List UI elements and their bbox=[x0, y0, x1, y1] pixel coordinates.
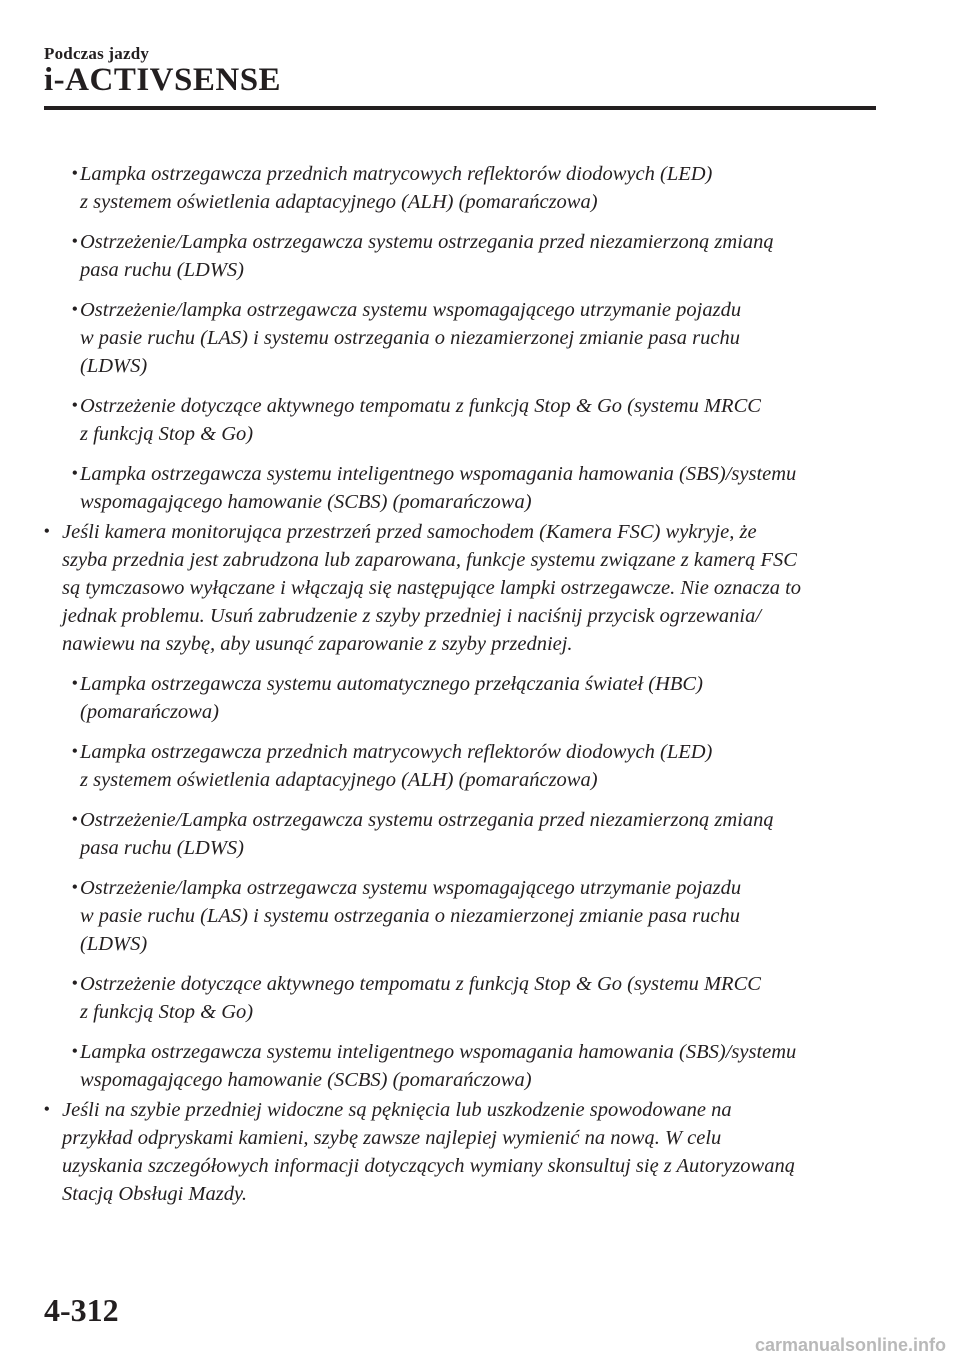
section-label: Podczas jazdy bbox=[44, 44, 150, 63]
list-item-text: Lampka ostrzegawcza systemu automatycznego przełączania świateł (HBC) (pomarańczowa) bbox=[80, 673, 703, 723]
bullet-icon: • bbox=[44, 523, 50, 540]
main-paragraph-windshield bbox=[44, 1096, 884, 1208]
bullet-icon: • bbox=[72, 975, 78, 992]
bullet-icon: • bbox=[72, 811, 78, 828]
bullet-icon: • bbox=[72, 743, 78, 760]
list-item-text: Ostrzeżenie dotyczące aktywnego tempomatu z funkcją Stop & Go (systemu MRCC z funkcją Stop & Go) bbox=[80, 395, 761, 445]
watermark: carmanualsonline.info bbox=[754, 1335, 946, 1355]
list-item-text: Lampka ostrzegawcza systemu inteligentnego wspomagania hamowania (SBS)/systemu wspomagającego hamowanie (SCBS) (pomarańczowa) bbox=[80, 1041, 797, 1091]
list-item bbox=[44, 970, 884, 1026]
list-item-text: Ostrzeżenie/Lampka ostrzegawcza systemu ostrzegania przed niezamierzoną zmianą pasa ruchu (LDWS) bbox=[80, 809, 774, 859]
list-item bbox=[44, 738, 884, 794]
paragraph-text: Jeśli na szybie przedniej widoczne są pęknięcia lub uszkodzenie spowodowane na przykład odpryskami kamieni, szybę zawsze najlepiej wymienić na nową. W celu uzyskania szczegółowych informacji dotyczących wymiany skonsultuj się z Autoryzowaną Stacją Obsługi Mazdy. bbox=[62, 1099, 795, 1205]
list-item bbox=[44, 160, 884, 216]
list-item bbox=[44, 1038, 884, 1094]
main-paragraph-camera bbox=[44, 518, 884, 658]
bullet-icon: • bbox=[72, 233, 78, 250]
list-item bbox=[44, 806, 884, 862]
bullet-icon: • bbox=[72, 165, 78, 182]
list-item-text: Lampka ostrzegawcza systemu inteligentnego wspomagania hamowania (SBS)/systemu wspomagającego hamowanie (SCBS) (pomarańczowa) bbox=[80, 463, 797, 513]
list-item bbox=[44, 296, 884, 380]
list-item bbox=[44, 392, 884, 448]
list-item-text: Ostrzeżenie/Lampka ostrzegawcza systemu ostrzegania przed niezamierzoną zmianą pasa ruchu (LDWS) bbox=[80, 231, 774, 281]
bullet-icon: • bbox=[72, 1043, 78, 1060]
list-item-text: Lampka ostrzegawcza przednich matrycowych reflektorów diodowych (LED) z systemem oświetlenia adaptacyjnego (ALH) (pomarańczowa) bbox=[80, 741, 713, 791]
list-item bbox=[44, 460, 884, 516]
bullet-icon: • bbox=[72, 397, 78, 414]
list-item-text: Ostrzeżenie/lampka ostrzegawcza systemu wspomagającego utrzymanie pojazdu w pasie ruchu (LAS) i systemu ostrzegania o niezamierzonej zmianie pasa ruchu (LDWS) bbox=[80, 299, 742, 377]
bullet-icon: • bbox=[72, 465, 78, 482]
page-number: 4-312 bbox=[44, 1292, 119, 1328]
bullet-icon: • bbox=[72, 675, 78, 692]
list-item-text: Ostrzeżenie/lampka ostrzegawcza systemu wspomagającego utrzymanie pojazdu w pasie ruchu (LAS) i systemu ostrzegania o niezamierzonej zmianie pasa ruchu (LDWS) bbox=[80, 877, 742, 955]
list-item bbox=[44, 874, 884, 958]
bullet-icon: • bbox=[72, 301, 78, 318]
chapter-title: i-ACTIVSENSE bbox=[44, 62, 282, 98]
bullet-icon: • bbox=[44, 1101, 50, 1118]
bullet-icon: • bbox=[72, 879, 78, 896]
paragraph-text: Jeśli kamera monitorująca przestrzeń przed samochodem (Kamera FSC) wykryje, że szyba przednia jest zabrudzona lub zaparowana, funkcje systemu związane z kamerą FSC są tymczasowo wyłączane i włączają się następujące lampki ostrzegawcze. Nie oznacza to jednak problemu. Usuń zabrudzenie z szyby przedniej i naciśnij przycisk ogrzewania/ nawiewu na szybę, aby usunąć zaparowanie z szyby przedniej. bbox=[62, 521, 802, 655]
content-body bbox=[44, 160, 884, 1220]
list-item bbox=[44, 670, 884, 726]
header-rule bbox=[44, 106, 876, 110]
list-item-text: Ostrzeżenie dotyczące aktywnego tempomatu z funkcją Stop & Go (systemu MRCC z funkcją Stop & Go) bbox=[80, 973, 761, 1023]
list-item-text: Lampka ostrzegawcza przednich matrycowych reflektorów diodowych (LED) z systemem oświetlenia adaptacyjnego (ALH) (pomarańczowa) bbox=[80, 163, 713, 213]
list-item bbox=[44, 228, 884, 284]
